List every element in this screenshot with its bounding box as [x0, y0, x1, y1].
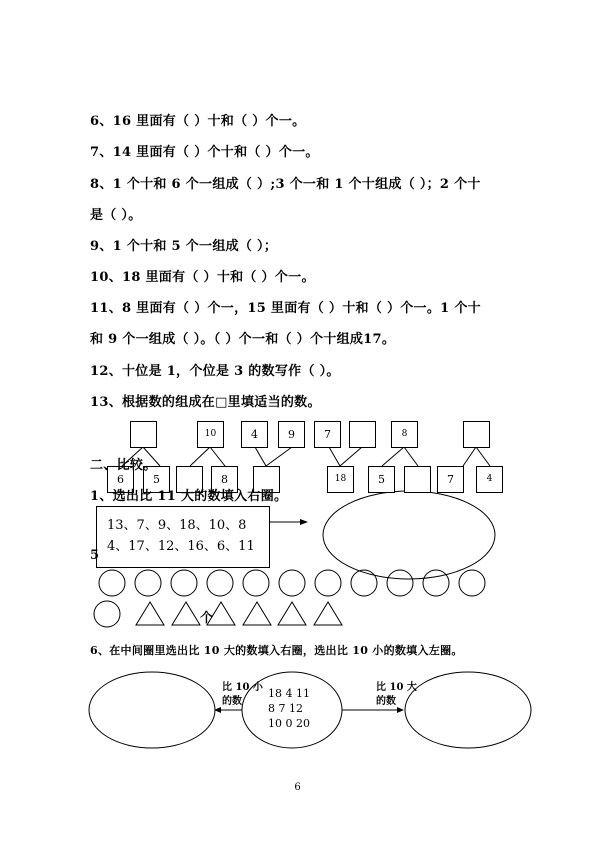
- question-7: 7、14 里面有（ ）个十和（ ）个一。: [90, 145, 319, 160]
- question-10: 10、18 里面有（ ）十和（ ）个一。: [90, 270, 315, 285]
- question-6-sort-instruction: 6、在中间圈里选出比 10 大的数填入右圈，选出比 10 小的数填入左圈。: [90, 644, 463, 657]
- center-numbers-line3: 10 0 20: [268, 717, 310, 730]
- tree2-top-box: 10: [197, 421, 224, 448]
- number-list-line1: 13、7、9、18、10、8: [107, 518, 247, 533]
- number-list-line2: 4、17、12、16、6、11: [107, 539, 255, 554]
- tree1-left-box: 6: [107, 466, 134, 493]
- number-list-box: [96, 506, 270, 568]
- question-8-line2: 是（ ）。: [90, 208, 142, 223]
- right-label-line1: 比 10 大: [376, 682, 417, 693]
- question-11-line2: 和 9 个一组成（ ）。（ ）个一和（ ）个十组成17。: [90, 332, 396, 347]
- tree4-top-left-box: 7: [314, 421, 341, 448]
- tree5-top-box: 8: [391, 421, 418, 448]
- circle-row: [99, 570, 485, 596]
- question-9: 9、1 个十和 5 个一组成（ ）；: [90, 239, 278, 254]
- tree1-top-box[interactable]: [130, 421, 157, 448]
- question-8-line1: 8、1 个十和 6 个一组成（ ）;3 个一和 1 个十组成（ ）；2 个十: [90, 177, 481, 192]
- center-numbers: [268, 686, 310, 731]
- question-5-fragment: 5: [90, 548, 100, 563]
- tree4-bottom-box: 18: [327, 466, 354, 493]
- tree3-right-top-box: 9: [278, 421, 305, 448]
- question-12: 12、十位是 1，个位是 3 的数写作（ ）。: [90, 364, 340, 379]
- tree5-left-box: 5: [368, 466, 395, 493]
- tree2-right-box: 8: [211, 466, 238, 493]
- center-numbers-line2: 8 7 12: [268, 702, 303, 715]
- tree6-top-box[interactable]: [463, 421, 490, 448]
- tree6-left-box: 7: [437, 466, 464, 493]
- page-number: 6: [294, 782, 301, 793]
- question-13: 13、根据数的组成在□里填适当的数。: [90, 395, 321, 410]
- left-label-line1: 比 10 小: [222, 682, 263, 693]
- section2-heading: 二、比较。: [90, 458, 157, 473]
- question-6: 6、16 里面有（ ）十和（ ）个一。: [90, 114, 306, 129]
- tree5-right-box[interactable]: [404, 466, 431, 493]
- triangle-row: [136, 602, 342, 625]
- section2-question-1: 1、选出比 11 大的数填入右圈。: [90, 489, 288, 504]
- question-11-line1: 11、8 里面有（ ）个一，15 里面有（ ）十和（ ）个一。1 个十: [90, 301, 481, 316]
- tree4-top-right-box[interactable]: [349, 421, 376, 448]
- tree3-left-top-box: 4: [241, 421, 268, 448]
- question-5-char: 个: [200, 611, 214, 626]
- answer-ellipse-right[interactable]: [410, 512, 411, 513]
- tree6-right-box: 4: [476, 466, 503, 493]
- left-label-line2: 的数: [222, 696, 242, 707]
- right-label-line2: 的数: [376, 696, 396, 707]
- tree1-right-box: 5: [143, 466, 170, 493]
- center-numbers-line1: 18 4 11: [268, 687, 310, 700]
